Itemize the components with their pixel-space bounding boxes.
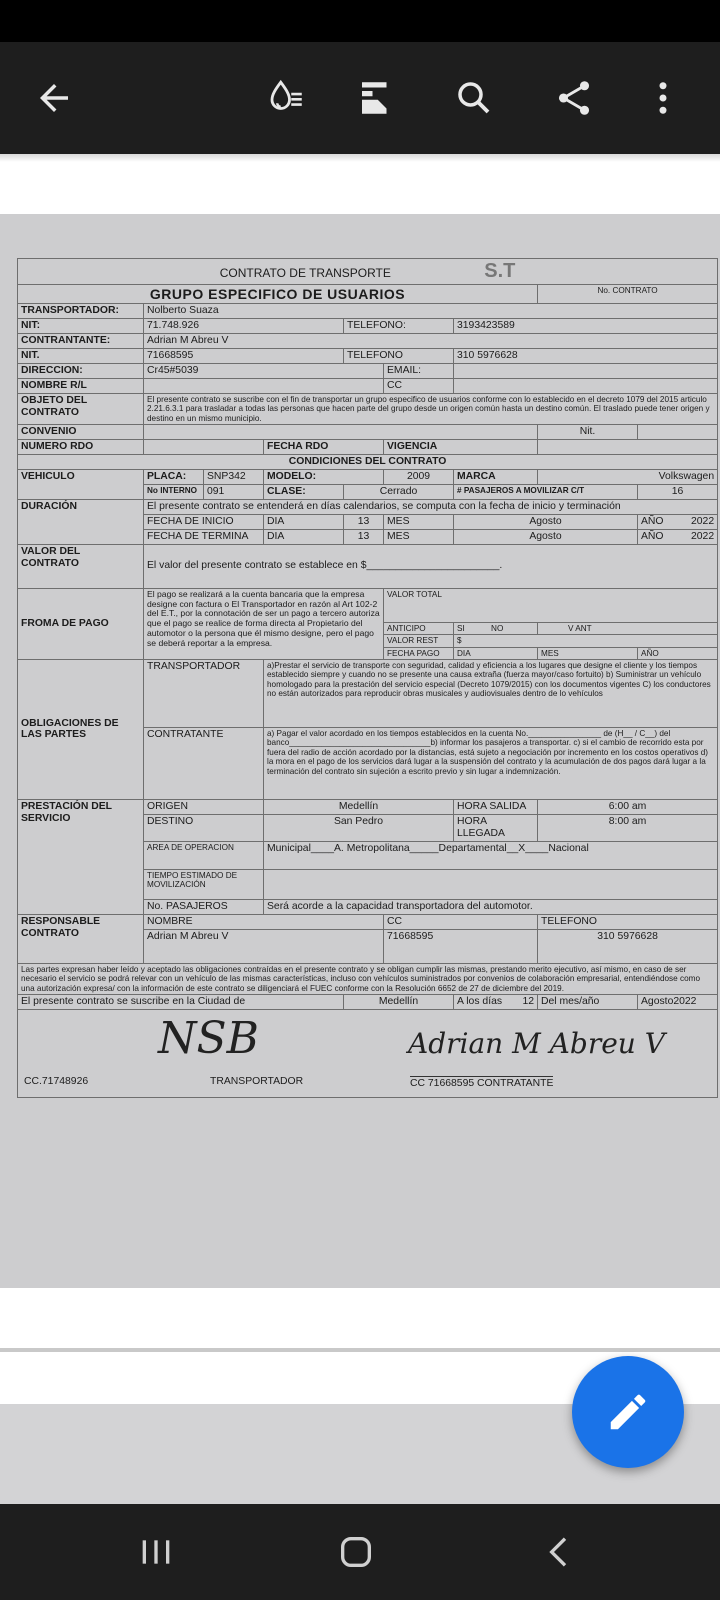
telefono2-label: TELEFONO xyxy=(344,348,454,363)
clausula-text: Las partes expresan haber leído y aceptado las obligaciones contraídas en el presente contrato y se obligan cumplir las mismas, prestando merito ejecutivo, así mismo, en caso de ser necesario el servicio se podrá relevar con un vehículo de las mismas características, incluso con vehículos suministrados por convenios de colaboración empresarial, entendiéndose como una autorización expresa/ con la información de este contrato se diligenciará el FUEC conforme con la Resolución 6652 de 27 de diciembre del 2019. xyxy=(18,963,718,994)
hora-salida-value: 6:00 am xyxy=(538,799,718,814)
fecha-pago-mes: MES xyxy=(538,647,638,659)
responsable-label: RESPONSABLE CONTRATO xyxy=(18,914,144,963)
condiciones-label: CONDICIONES DEL CONTRATO xyxy=(18,454,718,469)
fecha-termina-label: FECHA DE TERMINA xyxy=(144,529,264,544)
system-back-button[interactable] xyxy=(530,1526,590,1578)
nombre-rl-label: NOMBRE R/L xyxy=(18,378,144,393)
cc2-label: CC xyxy=(384,914,538,929)
fecha-rdo-label: FECHA RDO xyxy=(264,440,384,455)
no-interno-value: 091 xyxy=(204,484,264,499)
forma-pago-label: FROMA DE PAGO xyxy=(18,588,144,659)
destino-label: DESTINO xyxy=(144,814,264,841)
vigencia-label: VIGENCIA xyxy=(384,440,538,455)
telefono-value: 3193423589 xyxy=(454,319,718,334)
fecha-pago-dia: DIA xyxy=(454,647,538,659)
pasajeros-label: # PASAJEROS A MOVILIZAR C/T xyxy=(454,484,638,499)
ink-drop-icon xyxy=(265,77,307,119)
nombre-label: NOMBRE xyxy=(144,914,384,929)
vehiculo-label: VEHICULO xyxy=(18,469,144,499)
termina-ano-label: AÑO xyxy=(641,530,664,542)
ciudad-text: El presente contrato se suscribe en la Ciudad de xyxy=(18,995,344,1010)
oblig-transportador: a)Prestar el servicio de transporte con seguridad, calidad y eficiencia a los lugares que designe el cliente y los tiempos establecido siempre y cuando no se presente una causa extraña (fuerza mayor/caso fortuito) b) Suministrar un vehículo homologado para la prestación del servicio especial (Decreto 1079/2015) con los documentos vigentes C) los conductores no están autorizados para reproducir obras musicales y audiovisuales dentro de lo vehículos xyxy=(264,659,718,727)
ciudad-value: Medellín xyxy=(344,995,454,1010)
pasajeros-value: 16 xyxy=(638,484,718,499)
signature-area xyxy=(18,1009,718,1097)
transportador-label: TRANSPORTADOR: xyxy=(18,304,144,319)
cc-transportador: CC.71748926 xyxy=(24,1075,89,1087)
nit2-value: 71668595 xyxy=(144,348,344,363)
si-label: SI xyxy=(457,623,465,633)
modelo-label: MODELO: xyxy=(264,469,384,484)
nit3-value xyxy=(638,425,718,440)
marca-value: Volkswagen xyxy=(538,469,718,484)
termina-mes-label: MES xyxy=(384,529,454,544)
nit-value: 71.748.926 xyxy=(144,319,344,334)
marca-label: MARCA xyxy=(454,469,538,484)
arrow-left-icon xyxy=(33,77,75,119)
contratante-col: CONTRATANTE xyxy=(144,727,264,799)
objeto-label: OBJETO DEL CONTRATO xyxy=(18,393,144,424)
no-interno-label: No INTERNO xyxy=(144,484,204,499)
edit-pencil-icon xyxy=(605,1389,651,1435)
objeto-text: El presente contrato se suscribe con el fin de transportar un grupo especifico de usuarios conforme con lo establecido en el decreto 1079 del 2015 articulo 2.21.6.3.1 para trasladar a todas las personas que hacen parte del grupo desde un origen común hasta un destino común. El traslado puede tener origen y destino en un mismo municipio. xyxy=(144,393,718,424)
inicio-dia-value: 13 xyxy=(344,514,384,529)
inicio-ano-number: 2022 xyxy=(691,515,715,527)
mes-ano-value: Agosto2022 xyxy=(638,995,718,1010)
telefono-label: TELEFONO: xyxy=(344,319,454,334)
placa-value: SNP342 xyxy=(204,469,264,484)
no-label: NO xyxy=(491,623,504,633)
contratante-value: Adrian M Abreu V xyxy=(144,334,718,349)
valor-text: El valor del presente contrato se establece en $_______________________. xyxy=(144,544,718,588)
signature-transportador: NSB xyxy=(158,1012,259,1064)
nit2-label: NIT. xyxy=(18,348,144,363)
clase-value: Cerrado xyxy=(344,484,454,499)
no-pasajeros-label: No. PASAJEROS xyxy=(144,899,264,914)
nit3-label: Nit. xyxy=(538,425,638,440)
direccion-label: DIRECCION: xyxy=(18,363,144,378)
area-label: AREA DE OPERACION xyxy=(144,841,264,869)
resp-cc: 71668595 xyxy=(384,929,538,963)
destino-value: San Pedro xyxy=(264,814,454,841)
obligaciones-label: OBLIGACIONES DE LAS PARTES xyxy=(18,659,144,799)
top-toolbar xyxy=(0,42,720,154)
text-extract-button[interactable] xyxy=(342,64,410,132)
convenio-value xyxy=(144,425,538,440)
email-label: EMAIL: xyxy=(384,363,454,378)
clase-label: CLASE: xyxy=(264,484,344,499)
fecha-pago-label: FECHA PAGO xyxy=(384,647,454,659)
hora-salida-label: HORA SALIDA xyxy=(454,799,538,814)
home-icon xyxy=(336,1532,376,1572)
modelo-value: 2009 xyxy=(384,469,454,484)
email-value xyxy=(454,363,718,378)
system-nav-bar xyxy=(0,1504,720,1600)
edit-fab-button[interactable] xyxy=(572,1356,684,1468)
inicio-mes-label: MES xyxy=(384,514,454,529)
nombre-rl-value xyxy=(144,378,384,393)
termina-ano-value xyxy=(638,529,718,544)
share-icon xyxy=(553,77,595,119)
prestacion-label: PRESTACIÓN DEL SERVICIO xyxy=(18,799,144,914)
dias-value: 12 xyxy=(522,996,534,1007)
back-icon xyxy=(540,1532,580,1572)
valor-total-label: VALOR TOTAL xyxy=(384,588,718,622)
telefono3-label: TELEFONO xyxy=(538,914,718,929)
document-page[interactable] xyxy=(0,214,720,1288)
hora-llegada-value: 8:00 am xyxy=(538,814,718,841)
forma-pago-text: El pago se realizará a la cuenta bancaria que la empresa designe con factura o El Transportador en razón al Art 102-2 del E.T., por la connotación de ser un pago a tercero autoriza que el pago se realice de forma directa al Propietario del automotor o la persona que él mismo designe, pero el pago se deberá reportar a la empresa. xyxy=(144,588,384,659)
hora-llegada-label: HORA LLEGADA xyxy=(454,814,538,841)
valor-label: VALOR DEL CONTRATO xyxy=(18,544,144,588)
inicio-mes-value: Agosto xyxy=(454,514,638,529)
nit-label: NIT: xyxy=(18,319,144,334)
tiempo-label: TIEMPO ESTIMADO DE MOVILIZACIÓN xyxy=(144,869,264,899)
valor-rest-label: VALOR REST xyxy=(384,635,454,647)
contratante-label: CONTRANTANTE: xyxy=(18,334,144,349)
ink-drop-button[interactable] xyxy=(252,64,320,132)
transportador-col: TRANSPORTADOR xyxy=(144,659,264,727)
placa-label: PLACA: xyxy=(144,469,204,484)
share-button[interactable] xyxy=(540,64,608,132)
search-icon xyxy=(453,77,495,119)
transportador-sign-label: TRANSPORTADOR xyxy=(210,1075,304,1087)
oblig-contratante: a) Pagar el valor acordado en los tiempos establecidos en la cuenta No.________________ de (H__ / C__) del banco_______________________________b) informar los pasajeros a transportar. c) si el cambio de recorrido esta por fuera del radio de acción acordado por la distancias, está sujeto a negociación por incremento en los costos operativos d) la mora en el pago de los servicios dará lugar a la suspensión del contrato y la acumulación de dos pagos dará lugar a la terminación del contrato sin sujeción a escrito previo y sin lugar a indemnización. xyxy=(264,727,718,799)
numero-rdo-value xyxy=(144,440,264,455)
logo: S.T xyxy=(484,260,516,282)
termina-dia-value: 13 xyxy=(344,529,384,544)
transportador-value: Nolberto Suaza xyxy=(144,304,718,319)
no-contrato-label: No. CONTRATO xyxy=(538,285,718,304)
termina-ano-number: 2022 xyxy=(691,530,715,542)
inicio-dia-label: DIA xyxy=(264,514,344,529)
recent-apps-button[interactable] xyxy=(126,1526,186,1578)
origen-label: ORIGEN xyxy=(144,799,264,814)
origen-value: Medellín xyxy=(264,799,454,814)
more-options-button[interactable] xyxy=(638,64,688,132)
header-small: CONTRATO DE TRANSPORTE xyxy=(219,266,391,280)
cc-label: CC xyxy=(384,378,454,393)
inicio-ano-value xyxy=(638,514,718,529)
duracion-text: El presente contrato se entenderá en días calendarios, se computa con la fecha de inicio y terminación xyxy=(144,499,718,514)
page-separator xyxy=(0,1348,720,1352)
fecha-pago-ano: AÑO xyxy=(638,647,718,659)
fecha-inicio-label: FECHA DE INICIO xyxy=(144,514,264,529)
resp-tel: 310 5976628 xyxy=(538,929,718,963)
inicio-ano-label: AÑO xyxy=(641,515,664,527)
cc-contratante: CC 71668595 CONTRATANTE xyxy=(410,1077,554,1089)
back-button[interactable] xyxy=(20,64,88,132)
termina-mes-value: Agosto xyxy=(454,529,638,544)
area-value: Municipal____A. Metropolitana_____Departamental__X____Nacional xyxy=(264,841,718,869)
recent-apps-icon xyxy=(136,1532,176,1572)
termina-dia-label: DIA xyxy=(264,529,344,544)
toolbar-shadow xyxy=(0,154,720,162)
duracion-label: DURACIÓN xyxy=(18,499,144,544)
direccion-value: Cr45#5039 xyxy=(144,363,384,378)
no-pasajeros-text: Será acorde a la capacidad transportadora del automotor. xyxy=(264,899,718,914)
cc-value xyxy=(454,378,718,393)
tiempo-value xyxy=(264,869,718,899)
vant-label: V ANT xyxy=(538,622,718,634)
search-button[interactable] xyxy=(440,64,508,132)
signature-contratante: Adrian M Abreu V xyxy=(408,1026,665,1060)
resp-nombre: Adrian M Abreu V xyxy=(144,929,384,963)
header-big: GRUPO ESPECIFICO DE USUARIOS xyxy=(18,285,538,304)
convenio-label: CONVENIO xyxy=(18,425,144,440)
anticipo-label: ANTICIPO xyxy=(384,622,454,634)
home-button[interactable] xyxy=(326,1526,386,1578)
vigencia-value xyxy=(538,440,718,455)
telefono2-value: 310 5976628 xyxy=(454,348,718,363)
a-los-dias: A los días xyxy=(457,996,503,1007)
status-bar xyxy=(0,0,720,42)
text-extract-icon xyxy=(355,77,397,119)
del-mes: Del mes/año xyxy=(538,995,638,1010)
valor-rest-value: $ xyxy=(454,635,718,647)
contract-document xyxy=(17,258,717,1098)
more-vert-icon xyxy=(642,77,684,119)
numero-rdo-label: NUMERO RDO xyxy=(18,440,144,455)
